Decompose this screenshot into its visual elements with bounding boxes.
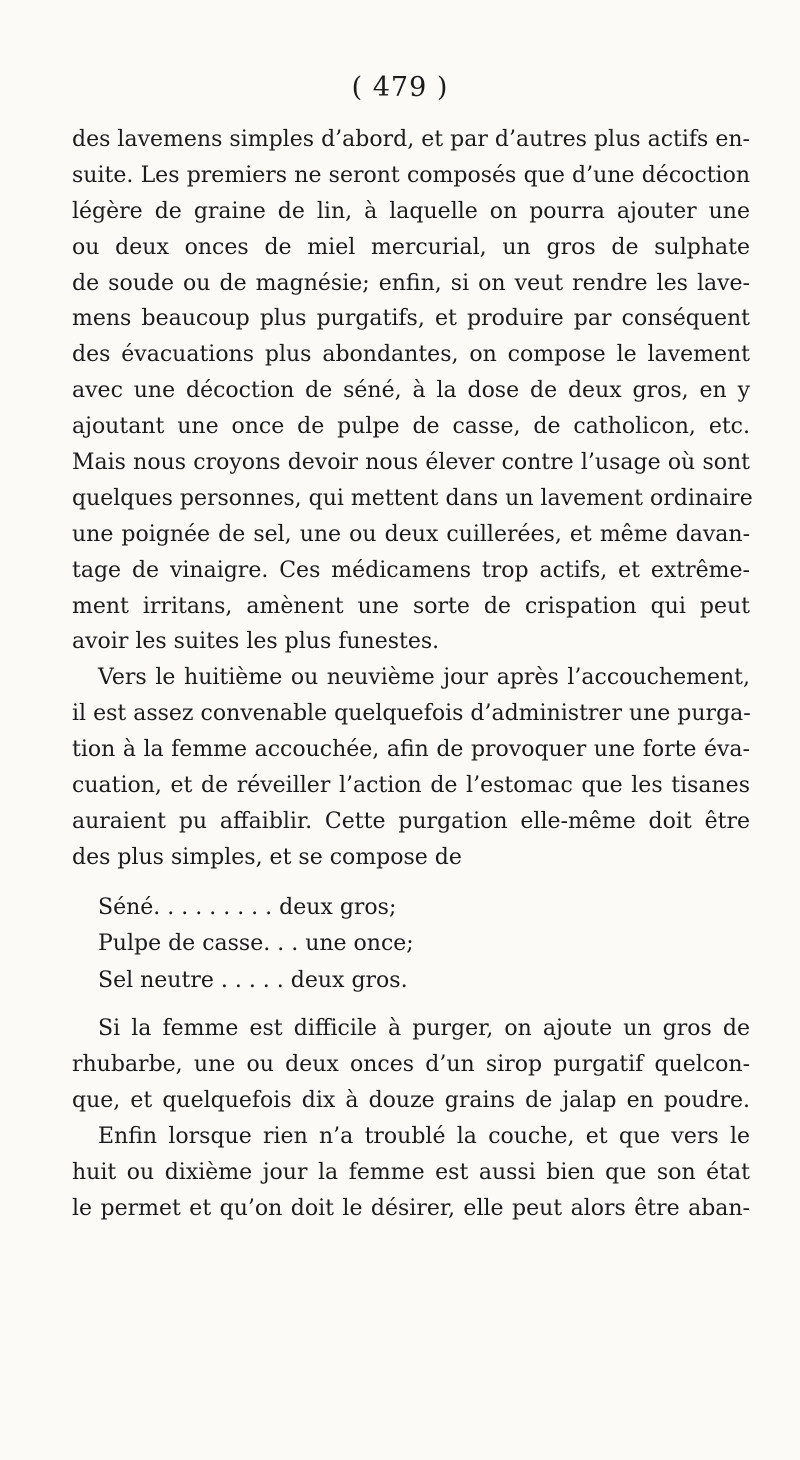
recipe-item: Séné. . . . . . . . . deux gros; (98, 894, 397, 920)
text-line: tion à la femme accouchée, afin de provoquer une forte éva- (72, 737, 750, 763)
text-line: ment irritans, amènent une sorte de crispation qui peut (72, 593, 750, 619)
page-number: ( 479 ) (351, 72, 449, 103)
text-line: ou deux onces de miel mercurial, un gros de sulphate (72, 234, 750, 260)
text-line: des plus simples, et se compose de (72, 844, 462, 870)
text-line: que, et quelquefois dix à douze grains de jalap en poudre. (72, 1087, 750, 1113)
text-line: Mais nous croyons devoir nous élever contre l’usage où sont (72, 450, 750, 476)
paragraph-3 (72, 1011, 750, 1119)
text-line: Vers le huitième ou neuvième jour après l’accouchement, (98, 665, 750, 691)
paragraph-1 (72, 122, 753, 660)
paragraph-4 (72, 1119, 750, 1227)
text-line: quelques personnes, qui mettent dans un lavement ordinaire (72, 485, 753, 511)
text-line: légère de graine de lin, à laquelle on pourra ajouter une (72, 198, 750, 224)
recipe-item: Pulpe de casse. . . une once; (98, 931, 414, 957)
text-line: auraient pu affaiblir. Cette purgation elle-même doit être (72, 808, 750, 834)
text-line: avoir les suites les plus funestes. (72, 629, 440, 655)
text-line: huit ou dixième jour la femme est aussi bien que son état (72, 1159, 750, 1185)
recipe-item: Sel neutre . . . . . deux gros. (98, 967, 408, 993)
text-line: de soude ou de magnésie; enfin, si on veut rendre les lave- (72, 270, 750, 296)
text-line: cuation, et de réveiller l’action de l’estomac que les tisanes (72, 773, 750, 799)
text-line: des évacuations plus abondantes, on compose le lavement (72, 342, 750, 368)
text-line: Si la femme est difficile à purger, on ajoute un gros de (98, 1016, 750, 1042)
text-line: il est assez convenable quelquefois d’administrer une purga- (72, 701, 751, 727)
body-text (72, 122, 753, 1227)
text-line: mens beaucoup plus purgatifs, et produire par conséquent (72, 306, 750, 332)
text-line: suite. Les premiers ne seront composés que d’une décoction (72, 162, 750, 188)
text-line: ajoutant une once de pulpe de casse, de catholicon, etc. (72, 414, 750, 440)
paragraph-2 (72, 660, 750, 875)
recipe-list (72, 890, 750, 1000)
text-line: des lavemens simples d’abord, et par d’autres plus actifs en- (72, 127, 750, 152)
text-line: rhubarbe, une ou deux onces d’un sirop purgatif quelcon- (72, 1052, 750, 1078)
text-line: le permet et qu’on doit le désirer, elle peut alors être aban- (72, 1195, 750, 1221)
text-line: une poignée de sel, une ou deux cuillerées, et même davan- (72, 521, 750, 547)
text-line: avec une décoction de séné, à la dose de deux gros, en y (72, 378, 750, 404)
text-line: Enfin lorsque rien n’a troublé la couche, et que vers le (98, 1123, 750, 1149)
text-line: tage de vinaigre. Ces médicamens trop actifs, et extrême- (72, 557, 750, 583)
